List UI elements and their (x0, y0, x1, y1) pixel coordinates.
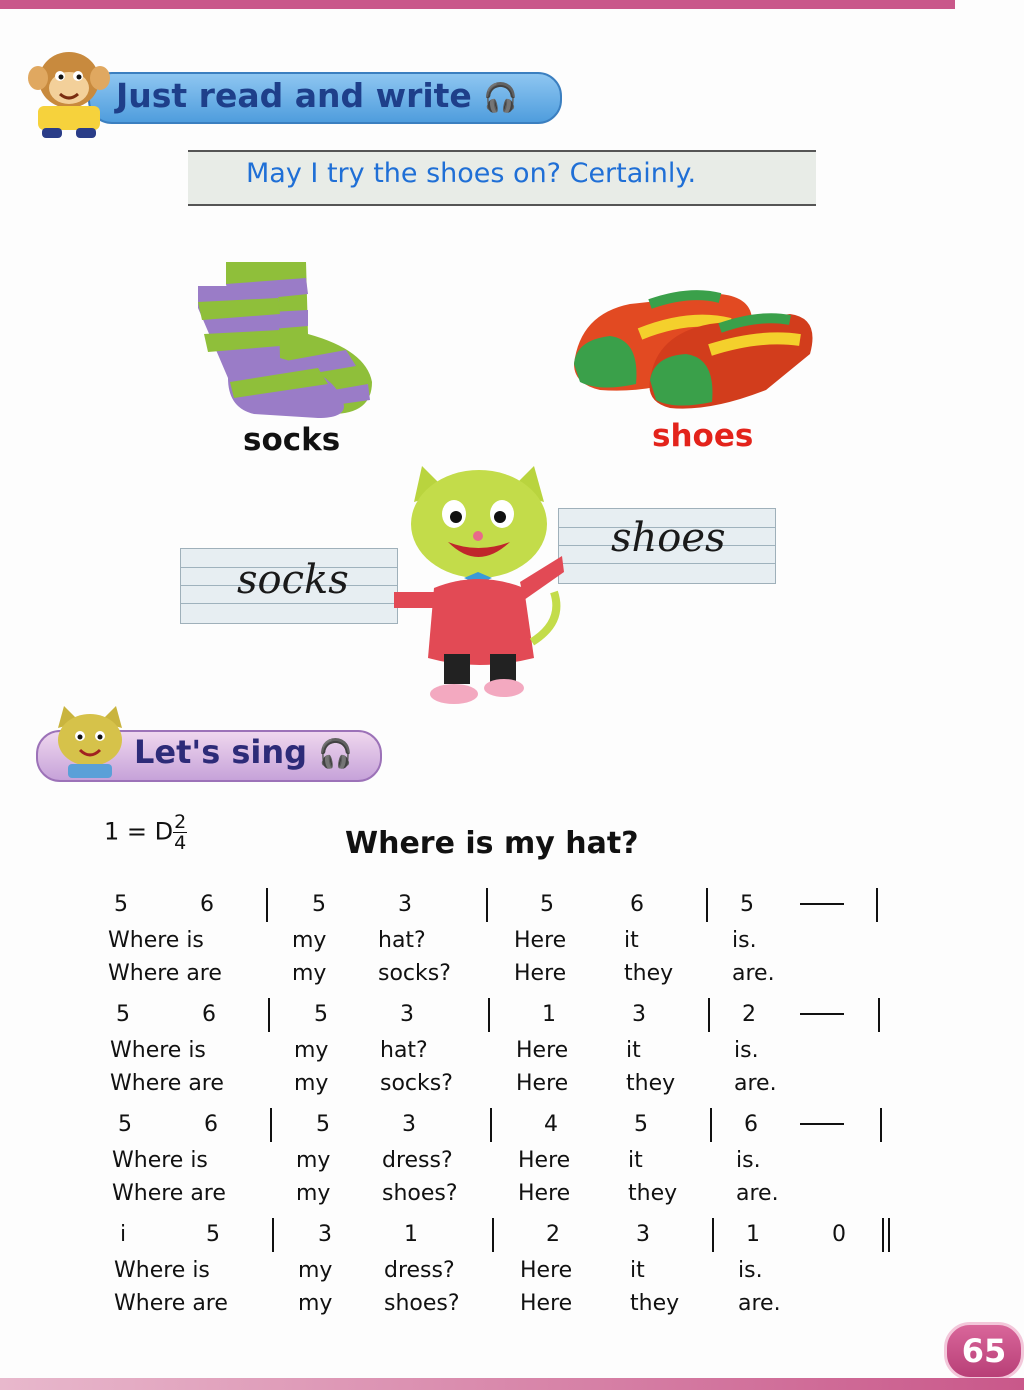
headphones-icon[interactable]: 🎧 (483, 81, 519, 114)
song-note: 5 (118, 1112, 132, 1137)
song-lyric: Where is (112, 1148, 208, 1173)
song-bar-line (272, 1218, 274, 1252)
song-lyric: are. (732, 961, 775, 986)
top-border (0, 0, 955, 9)
song-note: 4 (544, 1112, 558, 1137)
song-bar-line (488, 998, 490, 1032)
bottom-border (0, 1378, 1024, 1390)
song-note: i (120, 1222, 127, 1247)
song-title: Where is my hat? (345, 826, 639, 861)
writing-card-shoes (558, 508, 776, 584)
song-bar-line (876, 888, 878, 922)
song-bar-line (486, 888, 488, 922)
card-text-socks: socks (237, 557, 349, 603)
song-lyric: Where is (108, 928, 204, 953)
song-lyric: Here (516, 1071, 569, 1096)
song-lyric: Where is (110, 1038, 206, 1063)
song-bar-line (710, 1108, 712, 1142)
song-note: 3 (632, 1002, 646, 1027)
song-lyric: Where are (114, 1291, 228, 1316)
song-note: 5 (316, 1112, 330, 1137)
song-lyric: are. (734, 1071, 777, 1096)
song-lyric: my (292, 961, 327, 986)
song-lyric: shoes? (384, 1291, 460, 1316)
song-lyric: Here (514, 928, 567, 953)
song-bar-line (492, 1218, 494, 1252)
song-note: 3 (402, 1112, 416, 1137)
song-bar-line (268, 998, 270, 1032)
song-bar-line (712, 1218, 714, 1252)
song-note: 2 (742, 1002, 756, 1027)
song-lyric: my (292, 928, 327, 953)
song-key-signature: 1 = D $\frac{2}{4}$ (104, 811, 187, 854)
song-lyric: Where are (110, 1071, 224, 1096)
card-text-shoes: shoes (611, 515, 726, 561)
song-note: 6 (744, 1112, 758, 1137)
song-hold-dash (800, 903, 844, 905)
song-lyric: is. (734, 1038, 759, 1063)
label-shoes: shoes (652, 418, 754, 454)
writing-card-socks (180, 548, 398, 624)
song-lyric: my (294, 1071, 329, 1096)
song-note: 5 (540, 892, 554, 917)
song-lyric: Here (514, 961, 567, 986)
song-lyric: dress? (382, 1148, 453, 1173)
song-note: 5 (206, 1222, 220, 1247)
monkey-mascot-icon (24, 44, 114, 140)
song-lyric: is. (732, 928, 757, 953)
song-note: 5 (314, 1002, 328, 1027)
section-title-lets-sing: Let's sing 🎧 (134, 733, 354, 771)
song-lyric: my (298, 1291, 333, 1316)
song-lyric: Where are (108, 961, 222, 986)
song-note: 6 (202, 1002, 216, 1027)
song-lyric: socks? (380, 1071, 453, 1096)
song-lyric: my (294, 1038, 329, 1063)
song-lyric: it (624, 928, 639, 953)
song-note: 5 (312, 892, 326, 917)
song-lyric: it (626, 1038, 641, 1063)
song-note: 5 (740, 892, 754, 917)
song-bar-line (706, 888, 708, 922)
song-lyric: Here (516, 1038, 569, 1063)
socks-picture (196, 254, 376, 418)
song-note: 6 (204, 1112, 218, 1137)
song-note: 6 (200, 892, 214, 917)
song-lyric: they (626, 1071, 676, 1096)
song-note: 3 (398, 892, 412, 917)
song-note: 6 (630, 892, 644, 917)
headphones-icon[interactable]: 🎧 (318, 737, 354, 770)
song-hold-dash (800, 1013, 844, 1015)
song-lyric: it (630, 1258, 645, 1283)
song-note: 1 (542, 1002, 556, 1027)
song-bar-line (878, 998, 880, 1032)
song-lyric: Here (520, 1258, 573, 1283)
song-lyric: it (628, 1148, 643, 1173)
song-lyric: they (628, 1181, 678, 1206)
cat-mascot-icon (50, 706, 130, 778)
sentence-text: May I try the shoes on? Certainly. (246, 158, 697, 189)
section-title-read-write: Just read and write 🎧 (116, 76, 519, 115)
song-lyric: they (630, 1291, 680, 1316)
song-lyric: Where are (112, 1181, 226, 1206)
song-note: 1 (404, 1222, 418, 1247)
song-lyric: Where is (114, 1258, 210, 1283)
song-lyric: hat? (378, 928, 426, 953)
song-lyric: are. (736, 1181, 779, 1206)
song-note: 5 (634, 1112, 648, 1137)
song-note: 5 (114, 892, 128, 917)
song-note: 3 (636, 1222, 650, 1247)
song-note: 1 (746, 1222, 760, 1247)
song-lyric: Here (518, 1181, 571, 1206)
song-lyric: shoes? (382, 1181, 458, 1206)
song-bar-line (266, 888, 268, 922)
song-lyric: hat? (380, 1038, 428, 1063)
song-final-bar-line (888, 1218, 890, 1252)
label-socks: socks (243, 422, 341, 458)
song-lyric: my (298, 1258, 333, 1283)
song-lyric: Here (518, 1148, 571, 1173)
song-lyric: my (296, 1181, 331, 1206)
song-bar-line (490, 1108, 492, 1142)
song-note: 3 (400, 1002, 414, 1027)
song-lyric: is. (738, 1258, 763, 1283)
song-lyric: my (296, 1148, 331, 1173)
song-hold-dash (800, 1123, 844, 1125)
song-lyric: are. (738, 1291, 781, 1316)
song-lyric: dress? (384, 1258, 455, 1283)
song-lyric: they (624, 961, 674, 986)
song-note: 2 (546, 1222, 560, 1247)
song-lyric: socks? (378, 961, 451, 986)
page-number: 65 (944, 1322, 1024, 1380)
cat-mascot-picture (394, 462, 564, 712)
song-lyric: Here (520, 1291, 573, 1316)
song-bar-line (882, 1218, 884, 1252)
song-bar-line (708, 998, 710, 1032)
song-rest: 0 (832, 1222, 846, 1247)
song-note: 5 (116, 1002, 130, 1027)
song-lyric: is. (736, 1148, 761, 1173)
song-bar-line (270, 1108, 272, 1142)
shoes-picture (570, 284, 816, 414)
song-note: 3 (318, 1222, 332, 1247)
song-bar-line (880, 1108, 882, 1142)
